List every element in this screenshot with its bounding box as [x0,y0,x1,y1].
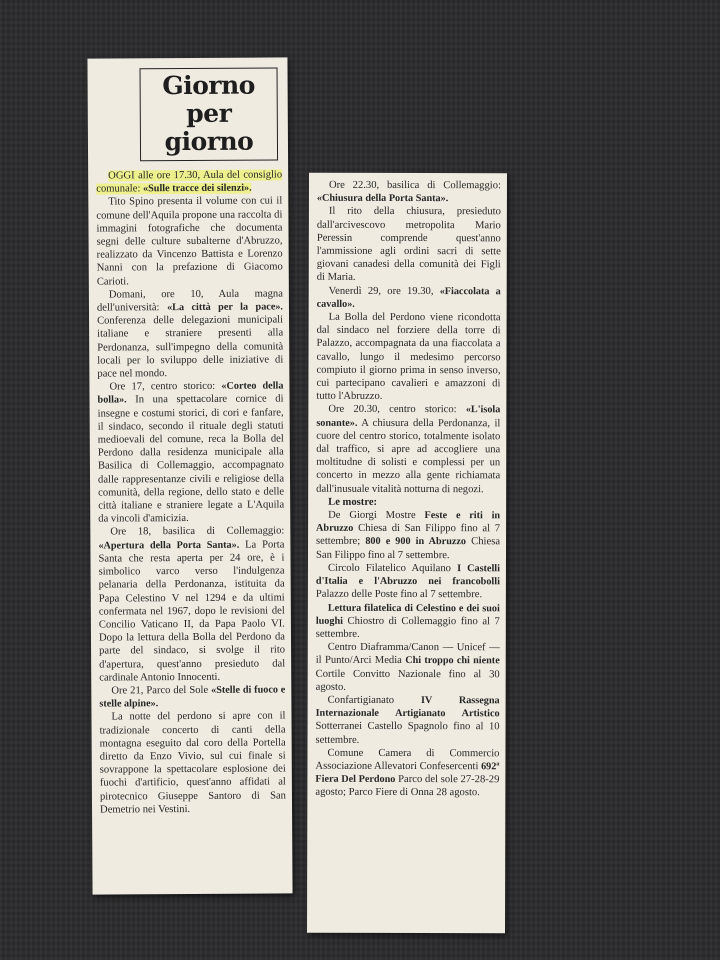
headline-line-2: per giorno [164,98,254,157]
paragraph-text: OGGI alle ore 17.30, Aula del consiglio comunale: [96,169,283,195]
bold-title-text: «Apertura della Porta Santa». [98,539,240,552]
paragraph-text: Chiesa di San Filippo fino al 7 settembre; [316,523,501,548]
article-paragraph [99,683,285,711]
article-paragraph [316,641,500,694]
bold-title-text: «La città per la pace». [167,301,284,314]
bold-title-text: «Fiaccolata a cavallo». [316,285,501,310]
paragraph-text: A chiusura della Perdonanza, il cuore del centro storico, totalmente isolato dal traffico, si apre ad accogliere una moltitudne di solisti e complessi per un concerto in mezzo alla gente richiamata dall'inusuale vitalità notturna di negozi. [316,417,501,495]
article-paragraph [316,601,500,641]
paragraph-text: Ore 20.30, centro storico: [328,404,466,416]
article-paragraph [96,168,282,196]
bold-title-text: Lettura filatelica di Celestino e dei suoi luoghi [315,602,500,627]
bold-title-text: IV Rassegna Internazionale Artigianato Artistico [315,694,500,720]
article-paragraph [317,205,501,285]
paragraph-text: Cortile Convitto Nazionale fino al 30 agosto. [315,668,500,693]
bold-title-text: Chi troppo chi niente [405,655,500,667]
article-paragraph [97,380,284,526]
section-heading: Le mostre: [328,496,378,508]
paragraph-text: Ore 21, Parco del Sole [111,684,212,697]
paragraph-text: Chiesa San Filippo fino al 7 settembre. [315,536,501,561]
bold-title-text: 692ª Fiera Del Perdono [315,761,500,786]
article-paragraph [316,311,500,404]
headline-line-1: Giorno [162,70,255,101]
article-paragraph [316,403,500,496]
bold-title-text: Feste e riti in Abruzzo [316,510,501,535]
paragraph-text: Tito Spino presenta il volume con cui il comune dell'Aquila propone una raccolta di immagini fotografiche che documenta segni delle culture subalterne d'Abruzzo, realizzato da Vincenzo Battista e Lorenzo Nanni con la prefazione di Giacomo Carioti. [96,195,283,288]
paragraph-text: Parco del sole 27-28-29 agosto; Parco Fiere di Onna 28 agosto. [315,774,500,799]
paragraph-text: La Porta Santa che resta aperta per 24 ore, è i simbolico varco verso l'indulgenza pelanaria della Perdonanza, istituita da Papa Celestino V nel 1294 e da ultimi confermata nel 1967, dopo le revisioni del Concilio Vaticano II, da Papa Paolo VI. Dopo la lettura della Bolla del Perdono da parte del sindaco, si svolge il rito d'apertura, quest'anno presieduto dal cardinale Antonio Innocenti. [98,539,286,684]
paragraph-text: La Bolla del Perdono viene ricondotta dal sindaco nel forziere della torre di Palazzo, accompagnata da una fiaccolata a cavallo, lungo il medesimo percorso compiuto il giorno prima in senso inverso, cui partecipano cavalieri e amazzoni di tutto l'Abruzzo. [316,311,501,403]
article-paragraph [99,710,286,817]
article-paragraph [98,525,285,685]
paragraph-text: Comune Camera di Commercio Associazione Allevatori Confesercenti [315,747,500,773]
paragraph-text: Domani, ore 10, Aula magna dell'università: [96,288,283,314]
bold-title-text: 800 e 900 in Abruzzo [365,536,467,548]
left-newspaper-clipping [87,57,292,894]
article-paragraph [97,287,284,381]
paragraph-text: Chiostro di Collemaggio fino al 7 settembre. [315,615,500,640]
bold-title-text: «Stelle di fuoco e stelle alpine». [99,684,286,710]
bold-title-text: I Castelli d'Italia e l'Abruzzo nei francobolli [315,563,500,588]
article-paragraph [317,284,501,311]
bold-title-text: «Chiusura della Porta Santa». [316,192,449,205]
article-paragraph [315,694,499,747]
paragraph-text: La notte del perdono si apre con il tradizionale concerto di canti della montagna eseguito dal coro della Portella diretto da Enzo Vivio, sul cui finale si sovrappone la spettacolare esplosione dei fuochi d'artificio, quest'anno affidati al pirotecnico Giuseppe Santoro di San Demetrio nei Vestini. [99,710,286,816]
paragraph-text: In una spettacolare cornice di insegne e costumi storici, di cori e fanfare, il sindaco, secondo il rituale degli statuti medioevali del comune, reca la Bolla del Perdono dalla residenza municipale alla Basilica di Collemaggio, accompagnato dalle rappresentanze civili e religiose della comunità, della regione, dello stato e delle città italiane e straniere legate a L'Aquila da vincoli d'amicizia. [97,393,285,525]
headline-box [140,67,279,161]
paragraph-text: Confartigianato [327,694,421,706]
article-paragraph [315,746,499,799]
article-paragraph [96,195,283,289]
paragraph-text: Il rito della chiusura, presieduto dall'arcivescovo metropolita Mario Peressin comprende quest'anno l'ammissione agli ordini sacri di sette giovani canadesi della comunità dei Figli di Maria. [316,206,501,284]
article-paragraph [316,562,500,602]
bold-title-text: «Corteo della bolla». [97,380,284,407]
article-paragraph [317,179,501,206]
paragraph-text: Circolo Filatelico Aquilano [327,562,458,575]
left-article-body [96,168,286,816]
bold-title-text: «L'isola sonante». [316,404,501,429]
paragraph-text: Conferenza delle delegazioni municipali italiane e straniere presenti alla Perdonanza, sull'impegno della comunità locali per lo sviluppo delle iniziative di pace nel mondo. [97,314,284,380]
paragraph-text: Palazzo delle Poste fino al 7 settembre. [315,589,483,601]
right-article-body [315,179,501,800]
paragraph-text: Ore 22.30, basilica di Collemaggio: [328,179,501,192]
paragraph-text: De Giorgi Mostre [328,509,425,522]
article-paragraph [316,509,500,562]
right-newspaper-clipping [307,173,507,934]
bold-title-text: «Sulle tracce dei silenzi». [142,182,252,195]
paragraph-text: Sotterranei Castello Spagnolo fino al 10 settembre. [315,721,500,746]
paragraph-text: Venerdì 29, ore 19.30, [328,285,440,297]
paragraph-text: Ore 18, basilica di Collemaggio: [110,525,285,538]
paragraph-text: Ore 17, centro storico: [109,381,222,393]
paragraph-text: Centro Diaframma/Canon — Unicef — il Punto/Arci Media [315,641,500,667]
